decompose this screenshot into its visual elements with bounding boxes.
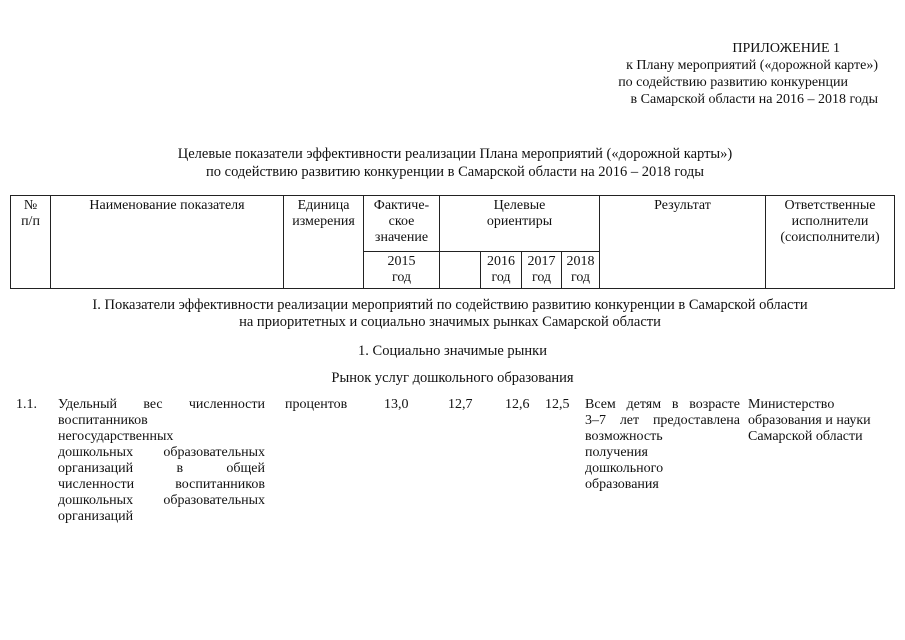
indicator-line: воспитанников: [58, 413, 148, 428]
value-2018: 12,5: [545, 397, 570, 412]
indicator-line: дошкольных образовательных: [58, 445, 265, 460]
indicator-line: организаций в общей: [58, 461, 265, 476]
col-spacer: [440, 252, 481, 289]
row-number: 1.1.: [16, 397, 37, 412]
col-2018-header: 2018 год: [562, 252, 600, 289]
market-heading: Рынок услуг дошкольного образования: [331, 370, 574, 386]
header-table: [10, 195, 895, 289]
appendix-line: по содействию развитию конкуренции: [618, 75, 848, 90]
appendix-header: [548, 40, 878, 108]
col-result-header: Результат: [600, 196, 766, 289]
indicator-name: [58, 397, 265, 525]
col-2016-header: 2016 год: [481, 252, 522, 289]
section-heading: [30, 297, 870, 331]
col-2017-header: 2017 год: [522, 252, 562, 289]
col-responsible-header: Ответственные исполнители (соисполнители): [766, 196, 895, 289]
document-title: [60, 145, 850, 181]
col-num-header: № п/п: [11, 196, 51, 289]
responsible-text: [748, 397, 898, 445]
col-2015-header: 2015 год: [364, 252, 440, 289]
result-line: получения: [585, 445, 648, 460]
appendix-title: ПРИЛОЖЕНИЕ 1: [732, 41, 840, 56]
responsible-line: Самарской области: [748, 429, 863, 444]
value-2016: 12,7: [448, 397, 473, 412]
col-targets-header: Целевые ориентиры: [440, 196, 600, 252]
indicator-line: численности воспитанников: [58, 477, 265, 492]
result-text: [585, 397, 740, 493]
subsection-heading: 1. Социально значимые рынки: [358, 343, 547, 359]
unit-value: процентов: [285, 397, 348, 412]
col-unit-header: Единица измерения: [284, 196, 364, 289]
result-line: возможность: [585, 429, 663, 444]
indicator-line: организаций: [58, 509, 134, 524]
appendix-line: к Плану мероприятий («дорожной карте»): [626, 58, 878, 73]
responsible-line: образования и науки: [748, 413, 871, 428]
col-actual-header: Фактиче- ское значение: [364, 196, 440, 252]
indicator-line: негосударственных: [58, 429, 174, 444]
title-line: по содействию развитию конкуренции в Самарской области на 2016 – 2018 годы: [206, 164, 704, 180]
appendix-line: в Самарской области на 2016 – 2018 годы: [630, 92, 878, 107]
value-2017: 12,6: [505, 397, 530, 412]
title-line: Целевые показатели эффективности реализации Плана мероприятий («дорожной карты»): [177, 146, 733, 162]
responsible-line: Министерство: [748, 397, 835, 412]
indicator-line: дошкольных образовательных: [58, 493, 265, 508]
value-2015: 13,0: [384, 397, 409, 412]
result-line: образования: [585, 477, 659, 492]
result-line: 3–7 лет предоставлена: [585, 413, 740, 428]
indicator-line: Удельный вес численности: [58, 397, 265, 412]
section-line: на приоритетных и социально значимых рынках Самарской области: [239, 314, 661, 330]
section-line: I. Показатели эффективности реализации мероприятий по содействию развитию конкуренции в Самарской области: [92, 297, 808, 313]
col-name-header: Наименование показателя: [51, 196, 284, 289]
result-line: Всем детям в возрасте: [585, 397, 740, 412]
result-line: дошкольного: [585, 461, 664, 476]
